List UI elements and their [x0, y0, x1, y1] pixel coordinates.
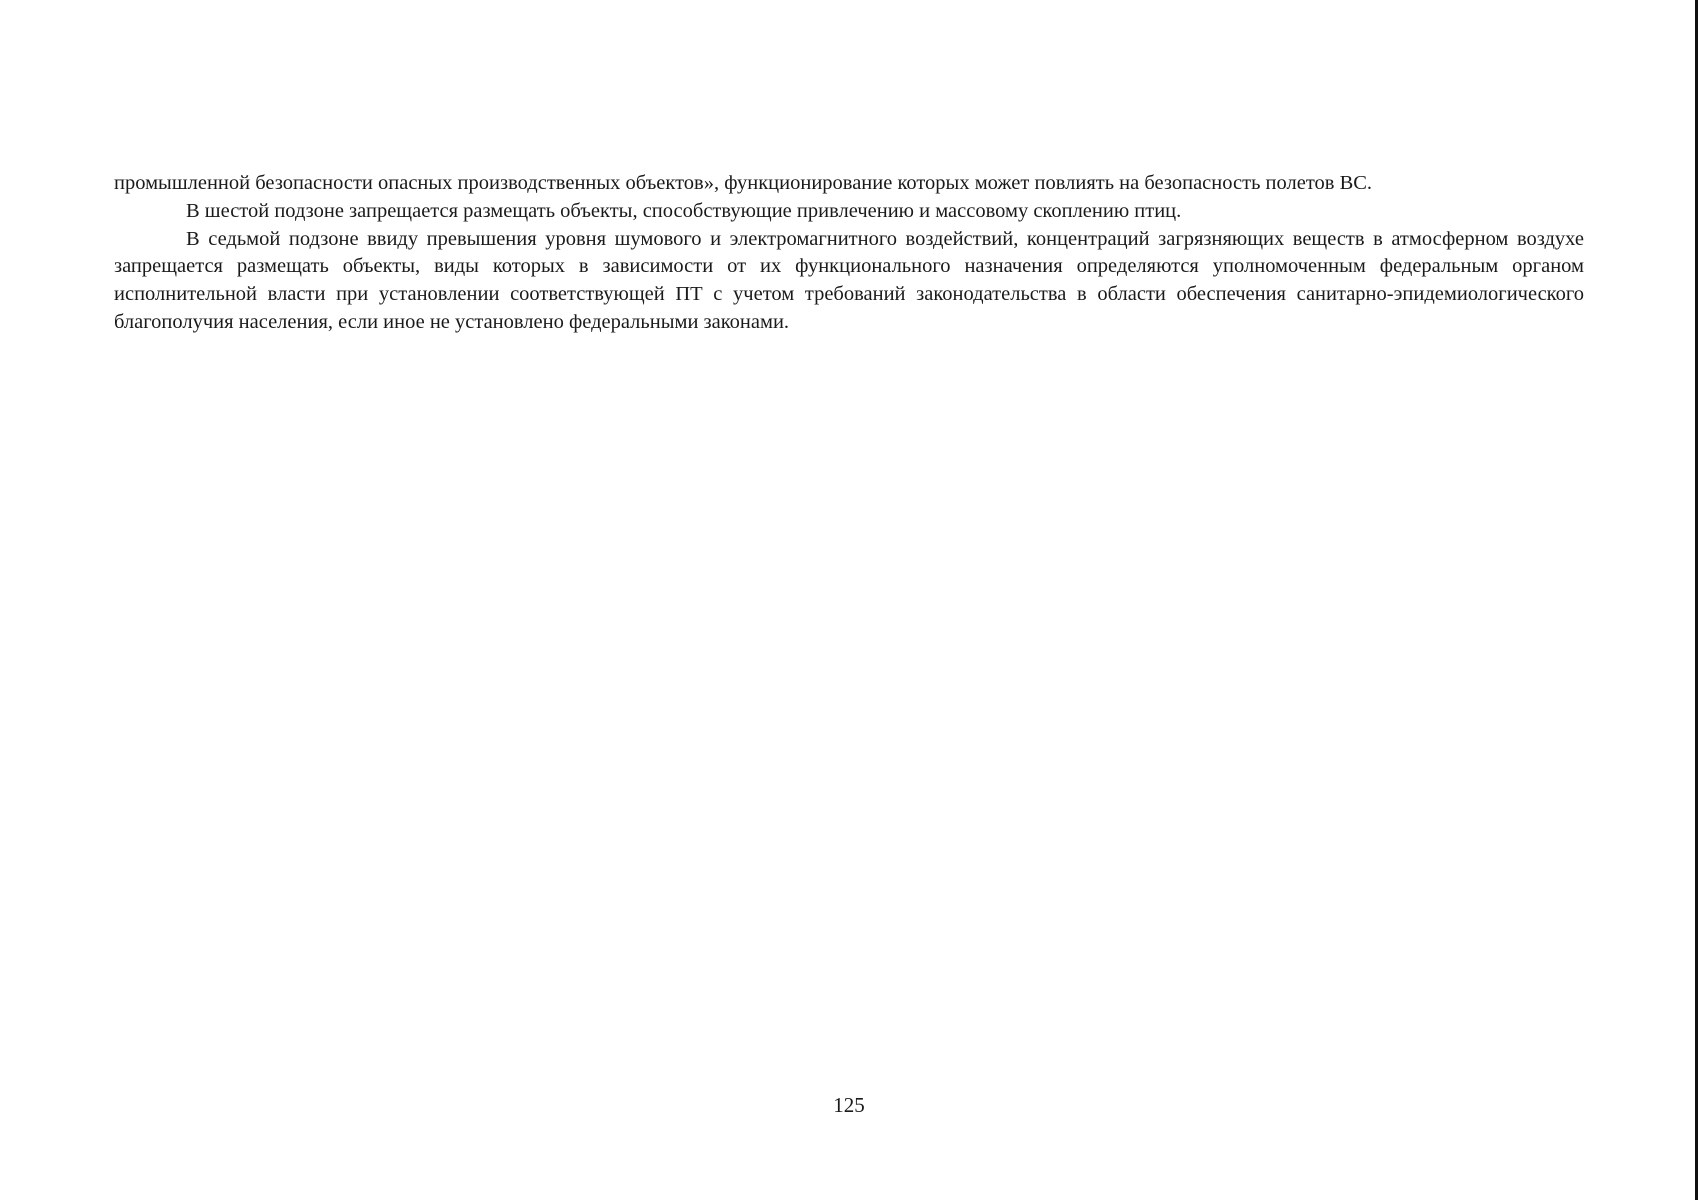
page-number: 125: [833, 1093, 865, 1117]
document-body: [114, 170, 1584, 337]
paragraph-seventh-subzone: В седьмой подзоне ввиду превышения уровня шумового и электромагнитного воздействий, концентраций загрязняющих веществ в атмосферном воздухе запрещается размещать объекты, виды которых в зависимости от их функционального назначения определяются уполномоченным федеральным органом исполнительной власти при установлении соответствующей ПТ с учетом требований законодательства в области обеспечения санитарно-эпидемиологического благополучия населения, если иное не установлено федеральными законами.: [114, 227, 1584, 333]
paragraph-sixth-subzone: В шестой подзоне запрещается размещать объекты, способствующие привлечению и массовому скоплению птиц.: [186, 199, 1182, 222]
paragraph-continuation: промышленной безопасности опасных производственных объектов», функционирование которых может повлиять на безопасность полетов ВС.: [114, 172, 1373, 194]
